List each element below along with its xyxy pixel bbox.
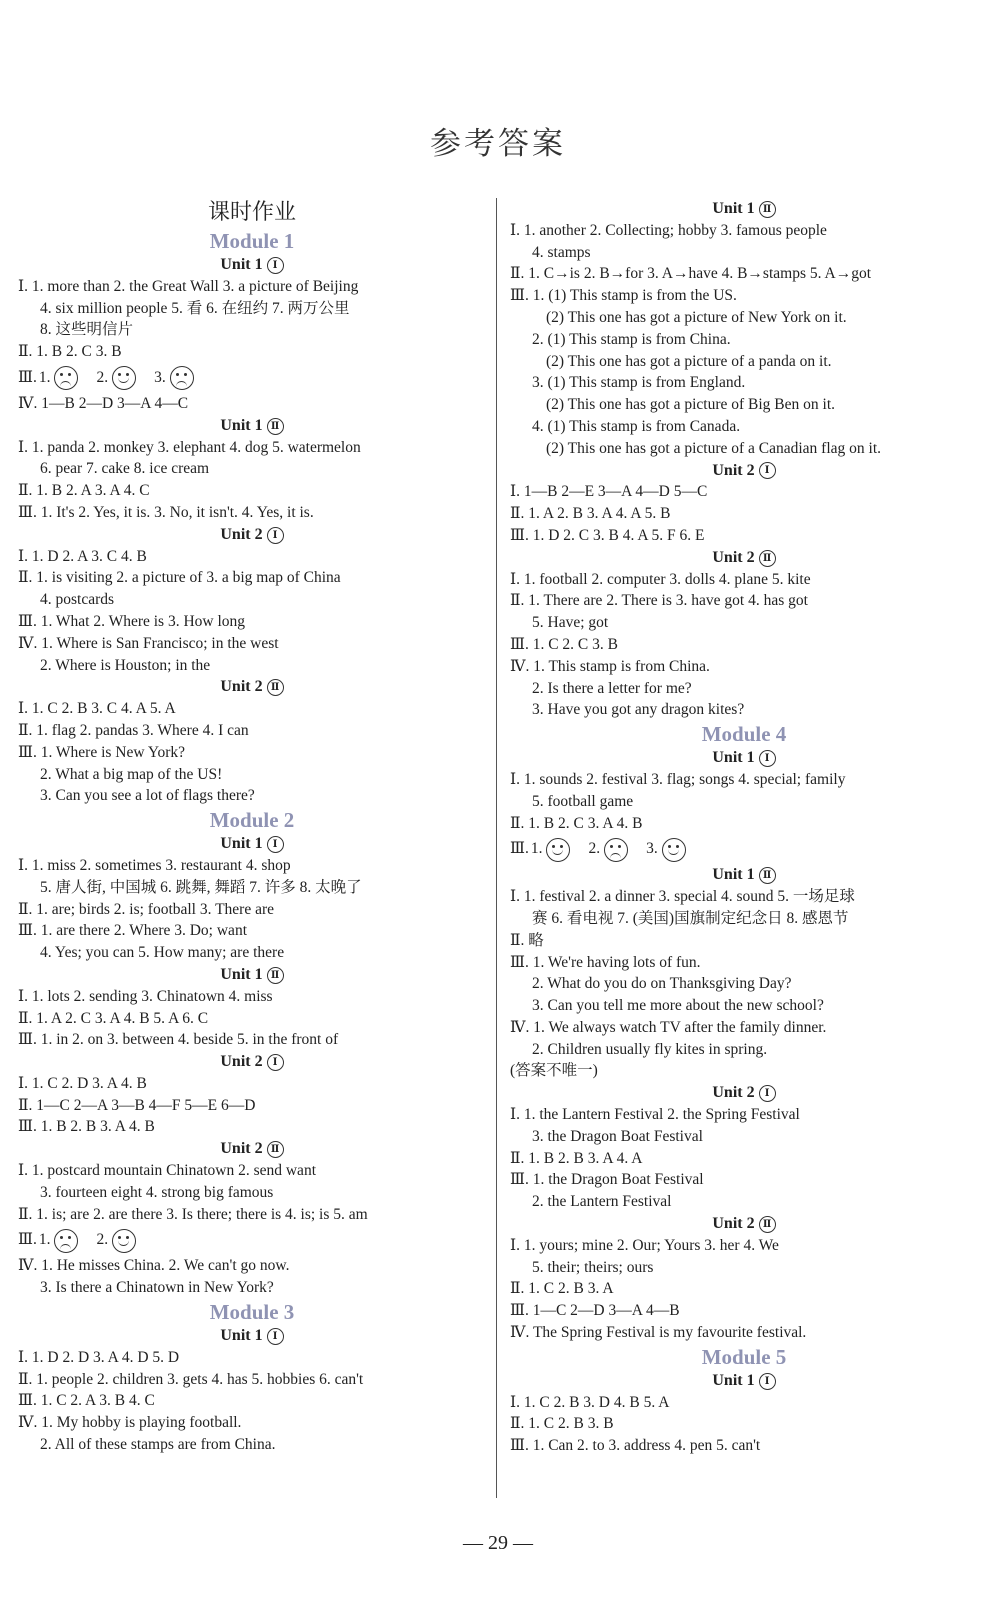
answer-line: Ⅳ. 1. My hobby is playing football. [18,1414,242,1432]
circled-numeral: Ⅱ [759,201,776,218]
module-heading: Module 4 [701,722,787,747]
answer-line: Ⅲ. 1—C 2—D 3—A 4—B [510,1302,680,1320]
face-item-number: 3. [646,840,658,858]
answer-line: 2. Is there a letter for me? [532,679,692,697]
unit-label: Unit 1 [712,749,755,767]
answer-line: 4. stamps [532,243,591,261]
answer-line: 4. six million people 5. 看 6. 在纽约 7. 两万公里 [40,299,350,317]
answer-line: Ⅱ. 1. C 2. B 3. A [510,1280,614,1298]
circled-numeral: Ⅰ [267,257,284,274]
smiley-face-icon [662,838,686,862]
answer-line: 2. (1) This stamp is from China. [532,330,731,348]
answer-line: 3. Have you got any dragon kites? [532,701,745,719]
question-number: Ⅲ. [510,840,529,858]
answer-line: 4. Yes; you can 5. How many; are there [40,944,285,962]
page-number: — 29 — [463,1532,533,1554]
module-heading: Module 2 [209,808,295,833]
answer-line: Ⅲ. 1. C 2. C 3. B [510,635,618,653]
unit-heading [18,1325,486,1347]
answer-line: Ⅳ. 1. Where is San Francisco; in the west [18,634,279,652]
answer-line: Ⅰ. 1. festival 2. a dinner 3. special 4. sound 5. 一场足球 [510,888,855,906]
answer-line: 3. Can you see a lot of flags there? [40,787,255,805]
answer-line: Ⅰ. 1. D 2. A 3. C 4. B [18,547,147,565]
smiley-face-icon [112,1229,136,1253]
unit-heading [18,254,486,276]
answer-line: Ⅰ. 1. the Lantern Festival 2. the Spring Festival [510,1106,800,1124]
circled-numeral: Ⅱ [267,679,284,696]
unit-label: Unit 1 [712,1371,755,1389]
answer-line: Ⅲ. 1. We're having lots of fun. [510,953,701,971]
answer-line: 3. fourteen eight 4. strong big famous [40,1183,274,1201]
answer-line: Ⅳ. 1. This stamp is from China. [510,657,710,675]
answer-line: Ⅲ. 1. Where is New York? [18,743,186,761]
answer-line: 赛 6. 看电视 7. (美国)国旗制定纪念日 8. 感恩节 [532,909,849,927]
answer-line: Ⅱ. 1. is; are 2. are there 3. Is there; there is 4. is; is 5. am [18,1205,368,1223]
question-number: Ⅲ. [18,368,37,386]
answer-line: Ⅰ. 1. C 2. D 3. A 4. B [18,1074,147,1092]
face-item-number: 2. [96,1231,109,1249]
answer-line: Ⅰ. 1. D 2. D 3. A 4. D 5. D [18,1348,180,1366]
face-item-number: 1. [38,1231,51,1249]
answer-line: 6. pear 7. cake 8. ice cream [40,460,210,478]
answer-line: 3. Is there a Chinatown in New York? [40,1279,274,1297]
unit-label: Unit 2 [712,1084,755,1102]
unit-label: Unit 1 [712,200,755,217]
circled-numeral: Ⅰ [267,836,284,853]
answer-line: 5. their; theirs; ours [532,1258,654,1276]
face-item-number: 1. [530,840,543,858]
unit-label: Unit 1 [220,965,263,983]
face-item-number: 2. [588,840,601,858]
unit-label: Unit 2 [220,525,263,543]
column-divider [496,198,497,1498]
module-heading: Module 5 [701,1344,787,1369]
unit-label: Unit 1 [220,1327,263,1345]
answer-line: 2. the Lantern Festival [532,1193,672,1211]
sad-face-icon [170,366,194,390]
answer-line: 3. the Dragon Boat Festival [532,1127,703,1145]
circled-numeral: Ⅰ [759,750,776,767]
face-item-number: 1. [38,368,51,386]
unit-label: Unit 1 [712,866,755,884]
answer-line: Ⅱ. 1. is visiting 2. a picture of 3. a big map of China [18,569,341,587]
answer-line: Ⅳ. The Spring Festival is my favourite festival. [510,1324,807,1342]
answer-line: Ⅱ. 1. B 2. C 3. A 4. B [510,814,643,832]
answer-line: Ⅲ. 1. in 2. on 3. between 4. beside 5. in the front of [18,1031,339,1049]
unit-heading [510,1370,978,1392]
answer-line: Ⅲ. 1. Can 2. to 3. address 4. pen 5. can't [510,1437,761,1455]
answer-line: Ⅱ. 1. There are 2. There is 3. have got 4. has got [510,592,808,610]
face-answer-line [18,1225,486,1255]
answer-line: Ⅱ. 1. B 2. A 3. A 4. C [18,482,150,500]
answer-line: (答案不唯一) [510,1062,598,1080]
unit-heading [510,864,978,886]
answer-line: Ⅰ. 1. football 2. computer 3. dolls 4. plane 5. kite [510,570,811,588]
answer-line: Ⅰ. 1. C 2. B 3. D 4. B 5. A [510,1393,670,1411]
circled-numeral: Ⅰ [759,1373,776,1390]
answer-line: Ⅰ. 1. C 2. B 3. C 4. A 5. A [18,700,176,718]
answer-line: Ⅱ. 略 [510,931,544,949]
unit-heading [18,1051,486,1073]
unit-label: Unit 2 [220,1140,263,1158]
answer-line: 4. postcards [40,591,115,609]
circled-numeral: Ⅰ [759,1085,776,1102]
answer-line: Ⅱ. 1. people 2. children 3. gets 4. has 5. hobbies 6. can't [18,1370,364,1388]
face-answer-line [510,834,978,864]
answer-line: Ⅱ. 1. C 2. B 3. B [510,1415,614,1433]
answer-line: 3. (1) This stamp is from England. [532,374,746,392]
answer-line: Ⅲ. 1. B 2. B 3. A 4. B [18,1118,155,1136]
section-title: 课时作业 [207,200,296,225]
sad-face-icon [604,838,628,862]
answer-line: 2. What do you do on Thanksgiving Day? [532,975,792,993]
circled-numeral: Ⅰ [759,462,776,479]
unit-heading [18,833,486,855]
answer-line: Ⅰ. 1. another 2. Collecting; hobby 3. famous people [510,221,827,239]
answer-line: Ⅱ. 1. B 2. B 3. A 4. A [510,1149,643,1167]
unit-label: Unit 1 [220,416,263,434]
unit-heading [510,547,978,569]
answer-line: Ⅳ. 1. He misses China. 2. We can't go now. [18,1257,290,1275]
unit-heading [510,460,978,482]
answer-line: (2) This one has got a picture of a panda on it. [546,352,832,370]
answer-line: Ⅳ. 1—B 2—D 3—A 4—C [18,394,189,412]
answer-line: 8. 这些明信片 [40,321,134,339]
answer-line: Ⅱ. 1. A 2. C 3. A 4. B 5. A 6. C [18,1009,209,1027]
answer-line: Ⅱ. 1. B 2. C 3. B [18,343,122,361]
answer-line: Ⅱ. 1. A 2. B 3. A 4. A 5. B [510,505,671,523]
module-heading: Module 3 [209,1300,295,1325]
answer-line: Ⅰ. 1. miss 2. sometimes 3. restaurant 4. shop [18,856,291,874]
unit-label: Unit 2 [712,1215,755,1233]
sad-face-icon [54,1229,78,1253]
circled-numeral: Ⅱ [759,867,776,884]
answer-line: Ⅰ. 1. more than 2. the Great Wall 3. a picture of Beijing [18,277,359,295]
unit-heading [18,415,486,437]
answer-line: Ⅱ. 1. are; birds 2. is; football 3. There are [18,900,275,918]
answer-line: Ⅰ. 1. lots 2. sending 3. Chinatown 4. miss [18,987,273,1005]
answer-line: Ⅲ. 1. D 2. C 3. B 4. A 5. F 6. E [510,526,705,544]
answer-line: 2. All of these stamps are from China. [40,1436,276,1454]
face-answer-line [18,363,486,393]
unit-heading [18,1138,486,1160]
circled-numeral: Ⅱ [267,418,284,435]
circled-numeral: Ⅱ [267,967,284,984]
left-column [18,198,486,1456]
answer-line: Ⅰ. 1. panda 2. monkey 3. elephant 4. dog 5. watermelon [18,438,361,456]
answer-line: Ⅲ. 1. (1) This stamp is from the US. [510,287,737,305]
answer-line: Ⅳ. 1. We always watch TV after the family dinner. [510,1018,827,1036]
unit-heading [510,198,978,220]
circled-numeral: Ⅰ [267,527,284,544]
face-item-number: 3. [154,368,166,386]
unit-label: Unit 1 [220,256,263,273]
answer-line: Ⅲ. 1. are there 2. Where 3. Do; want [18,922,247,940]
answer-line: 3. Can you tell me more about the new school? [532,997,824,1015]
right-column [510,198,978,1457]
circled-numeral: Ⅱ [759,550,776,567]
module-heading: Module 1 [209,229,295,253]
unit-label: Unit 2 [220,678,263,696]
unit-heading [18,524,486,546]
circled-numeral: Ⅰ [267,1054,284,1071]
unit-label: Unit 2 [220,1053,263,1071]
unit-heading [510,747,978,769]
answer-line: 5. football game [532,792,634,810]
page-title: 参考答案 [430,126,566,162]
answer-line: 2. Children usually fly kites in spring. [532,1040,768,1058]
circled-numeral: Ⅱ [267,1141,284,1158]
sad-face-icon [54,366,78,390]
circled-numeral: Ⅰ [267,1328,284,1345]
unit-label: Unit 2 [712,548,755,566]
question-number: Ⅲ. [18,1231,37,1249]
unit-heading [18,676,486,698]
answer-line: Ⅲ. 1. What 2. Where is 3. How long [18,612,246,630]
answer-line: (2) This one has got a picture of Big Ben on it. [546,396,835,414]
unit-heading [510,1213,978,1235]
circled-numeral: Ⅱ [759,1216,776,1233]
answer-line: Ⅲ. 1. It's 2. Yes, it is. 3. No, it isn't. 4. Yes, it is. [18,503,314,521]
unit-label: Unit 1 [220,835,263,853]
answer-line: (2) This one has got a picture of New York on it. [546,308,847,326]
answer-line: Ⅰ. 1. sounds 2. festival 3. flag; songs 4. special; family [510,770,846,788]
answer-line: Ⅲ. 1. the Dragon Boat Festival [510,1171,704,1189]
unit-label: Unit 2 [712,461,755,479]
answer-line: 2. Where is Houston; in the [40,656,211,674]
answer-line: Ⅰ. 1. postcard mountain Chinatown 2. send want [18,1162,316,1180]
unit-heading [510,1082,978,1104]
smiley-face-icon [112,366,136,390]
answer-line: Ⅲ. 1. C 2. A 3. B 4. C [18,1392,155,1410]
answer-line: 5. Have; got [532,614,609,632]
answer-line: Ⅰ. 1—B 2—E 3—A 4—D 5—C [510,483,708,501]
answer-line: Ⅱ. 1. C→is 2. B→for 3. A→have 4. B→stamps 5. A→got [510,265,872,283]
answer-line: 5. 唐人街, 中国城 6. 跳舞, 舞蹈 7. 许多 8. 太晚了 [40,878,362,896]
answer-line: 2. What a big map of the US! [40,765,223,783]
answer-line: 4. (1) This stamp is from Canada. [532,417,741,435]
answer-line: (2) This one has got a picture of a Canadian flag on it. [546,439,882,457]
answer-line: Ⅱ. 1—C 2—A 3—B 4—F 5—E 6—D [18,1096,256,1114]
smiley-face-icon [546,838,570,862]
answer-line: Ⅰ. 1. yours; mine 2. Our; Yours 3. her 4. We [510,1236,779,1254]
answer-line: Ⅱ. 1. flag 2. pandas 3. Where 4. I can [18,721,249,739]
unit-heading [18,964,486,986]
face-item-number: 2. [96,368,109,386]
